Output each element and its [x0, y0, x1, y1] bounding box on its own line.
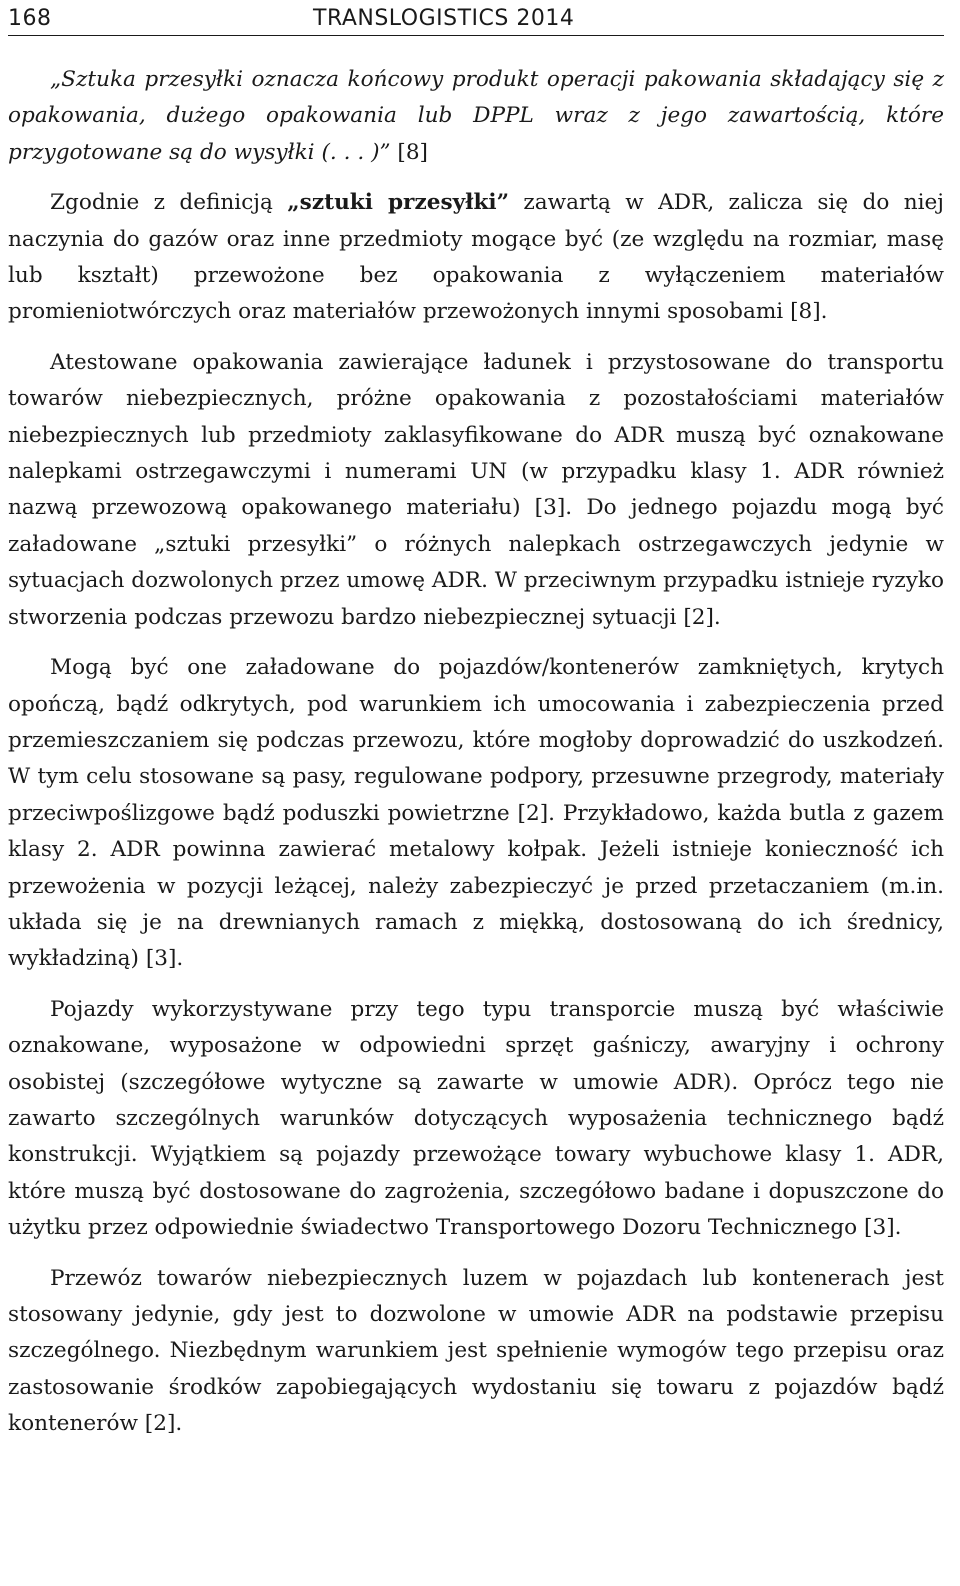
quote-text: „Sztuka przesyłki oznacza końcowy produkt operacji pakowania składający się z opakowania, dużego opakowania lub DPPL wraz z jego zawartością, które przygotowane są do wysyłki (. . . )”: [8, 67, 944, 165]
paragraph-vehicles: Pojazdy wykorzystywane przy tego typu transporcie muszą być właściwie oznakowane, wyposażone w odpowiedni sprzęt gaśniczy, awaryjny i ochrony osobistej (szczegółowe wytyczne są zawarte w umowie ADR). Oprócz tego nie zawarto szczególnych warunków dotyczących wyposażenia technicznego bądź konstrukcji. Wyjątkiem są pojazdy przewożące towary wybuchowe klasy 1. ADR, które muszą być dostosowane do zagrożenia, szczegółowo badane i dopuszczone do użytku przez odpowiednie świadectwo Transportowego Dozoru Technicznego [3].: [8, 996, 944, 1241]
page-number: 168: [8, 6, 52, 31]
paragraph-quote: [8, 62, 944, 171]
paragraph-bulk-transport: Przewóz towarów niebezpiecznych luzem w pojazdach lub kontenerach jest stosowany jedynie, gdy jest to dozwolone w umowie ADR na podstawie przepisu szczególnego. Niezbędnym warunkiem jest spełnienie wymogów tego przepisu oraz zastosowanie środków zapobiegających wydostaniu się towaru z pojazdów bądź kontenerów [2].: [8, 1265, 944, 1437]
running-header: [8, 0, 944, 36]
quote-citation: [8]: [390, 139, 428, 165]
body-text: [8, 62, 944, 1457]
journal-title: TRANSLOGISTICS 2014: [313, 6, 575, 31]
definition-rest: zawartą w ADR, zalicza się do niej naczynia do gazów oraz inne przedmioty mogące być (ze względu na rozmiar, masę lub kształt) przewożone bez opakowania z wyłączeniem materiałów promieniotwórczych oraz materiałów przewożonych innymi sposobami [8].: [8, 190, 944, 325]
paragraph-labeling: Atestowane opakowania zawierające ładunek i przystosowane do transportu towarów niebezpiecznych, próżne opakowania z pozostałościami materiałów niebezpiecznych lub przedmioty zaklasyfikowane do ADR muszą być oznakowane nalepkami ostrzegawczymi i numerami UN (w przypadku klasy 1. ADR również nazwą przewozową opakowanego materiału) [3]. Do jednego pojazdu mogą być załadowane „sztuki przesyłki” o różnych nalepkach ostrzegawczych jedynie w sytuacjach dozwolonych przez umowę ADR. W przeciwnym przypadku istnieje ryzyko stworzenia podczas przewozu bardzo niebezpiecznej sytuacji [2].: [8, 349, 944, 630]
paragraph-definition: [8, 185, 944, 331]
document-page: [8, 0, 944, 1437]
definition-lead: Zgodnie z definicją: [50, 190, 288, 216]
defined-term: „sztuki przesyłki”: [287, 190, 510, 216]
paragraph-loading: Mogą być one załadowane do pojazdów/kontenerów zamkniętych, krytych opończą, bądź odkrytych, pod warunkiem ich umocowania i zabezpieczenia przed przemieszczaniem się podczas przewozu, które mogłoby doprowadzić do uszkodzeń. W tym celu stosowane są pasy, regulowane podpory, przesuwne przegrody, materiały przeciwpoślizgowe bądź poduszki powietrzne [2]. Przykładowo, każda butla z gazem klasy 2. ADR powinna zawierać metalowy kołpak. Jeżeli istnieje konieczność ich przewożenia w pozycji leżącej, należy zabezpieczyć je przed przetaczaniem (m.in. układa się je na drewnianych ramach z miękką, dostosowaną do ich średnicy, wykładziną) [3].: [8, 655, 944, 972]
